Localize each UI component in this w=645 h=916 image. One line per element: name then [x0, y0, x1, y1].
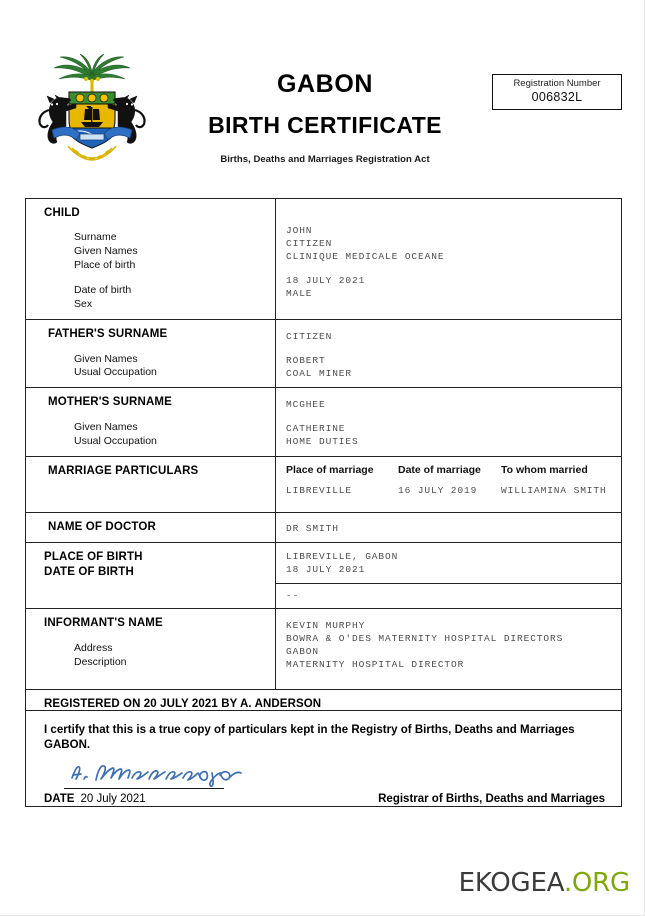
date-value: 20 July 2021 — [80, 793, 146, 805]
value-informant-description: MATERNITY HOSPITAL DIRECTOR — [286, 659, 465, 671]
label-child-sex: Sex — [74, 298, 93, 311]
father-section-heading: FATHER'S SURNAME — [48, 328, 168, 341]
value-child-given-names: CITIZEN — [286, 238, 333, 249]
value-father-surname: CITIZEN — [286, 331, 333, 343]
page-title-country: GABON — [276, 70, 374, 98]
value-marriage-to-whom: WILLIAMINA SMITH — [501, 485, 607, 497]
value-informant-name: KEVIN MURPHY — [286, 620, 366, 632]
label-child-place-of-birth: Place of birth — [74, 259, 136, 272]
informant-labels-cell — [26, 609, 276, 688]
place-date-birth-upper — [276, 543, 621, 584]
marriage-section-heading: MARRIAGE PARTICULARS — [48, 464, 199, 477]
place-of-birth-heading: PLACE OF BIRTH — [44, 551, 143, 564]
ekogea-logo — [459, 868, 630, 898]
value-child-surname: JOHN — [286, 225, 313, 236]
table-row-father — [26, 320, 621, 388]
signature-underline — [64, 788, 224, 789]
mother-labels-cell — [26, 388, 276, 455]
label-marriage-to-whom: To whom married — [501, 463, 588, 476]
certification-date — [44, 793, 146, 805]
mother-values-cell — [276, 388, 621, 455]
page-title: BIRTH CERTIFICATE — [208, 112, 442, 138]
child-labels-cell — [26, 199, 276, 319]
value-birth-extra: -- — [286, 590, 300, 602]
marriage-column-headers — [286, 464, 621, 478]
label-father-given-names: Given Names — [74, 352, 138, 365]
table-row-doctor — [26, 513, 621, 543]
doctor-section-heading: NAME OF DOCTOR — [48, 521, 156, 534]
registration-number-label: Registration Number — [513, 78, 601, 89]
table-row-child — [26, 199, 621, 320]
table-row-mother — [26, 388, 621, 456]
doctor-label-cell — [26, 513, 276, 542]
place-date-birth-values-cell — [276, 543, 621, 608]
table-row-place-date-of-birth — [26, 543, 621, 609]
value-doctor-name: DR SMITH — [286, 523, 339, 535]
value-informant-address-line2: GABON — [286, 646, 320, 658]
date-of-birth-heading: DATE OF BIRTH — [44, 565, 134, 578]
marriage-labels-cell — [26, 457, 276, 513]
table-row-marriage — [26, 457, 621, 514]
place-date-birth-labels-cell — [26, 543, 276, 608]
value-father-usual-occupation: COAL MINER — [286, 368, 353, 380]
value-mother-given-names: CATHERINE — [286, 423, 346, 435]
value-place-of-birth: LIBREVILLE, GABON — [286, 551, 399, 563]
child-section-heading: CHILD — [44, 207, 80, 219]
marriage-values-cell — [276, 457, 621, 513]
registered-statement: REGISTERED ON 20 JULY 2021 BY A. ANDERSON — [44, 697, 322, 710]
document-header — [0, 46, 645, 176]
label-informant-address: Address — [74, 641, 113, 654]
label-marriage-date: Date of marriage — [398, 463, 481, 476]
label-child-surname: Surname — [74, 231, 117, 244]
gabon-coat-of-arms-icon — [28, 54, 156, 166]
registration-act-subtitle: Births, Deaths and Marriages Registration Act — [220, 154, 430, 165]
registrar-title: Registrar of Births, Deaths and Marriages — [378, 793, 605, 805]
certification-statement: I certify that this is a true copy of particulars kept in the Registry of Births, Deaths and Marriages GABON. — [44, 724, 575, 752]
label-mother-usual-occupation: Usual Occupation — [74, 434, 157, 447]
value-mother-surname: MCGHEE — [286, 399, 326, 411]
table-row-informant — [26, 609, 621, 689]
value-informant-address-line1: BOWRA & O'DES MATERNITY HOSPITAL DIRECTORS — [286, 633, 564, 645]
label-child-given-names: Given Names — [74, 245, 138, 258]
certification-box — [25, 710, 622, 807]
father-labels-cell — [26, 320, 276, 387]
registration-number-box — [492, 74, 622, 110]
value-father-given-names: ROBERT — [286, 355, 326, 367]
label-informant-description: Description — [74, 655, 127, 668]
value-marriage-date: 16 JULY 2019 — [398, 485, 478, 497]
label-marriage-place: Place of marriage — [286, 463, 374, 476]
value-child-sex: MALE — [286, 288, 313, 299]
title-block — [170, 72, 480, 165]
father-values-cell — [276, 320, 621, 387]
value-child-place-of-birth: CLINIQUE MEDICALE OCEANE — [286, 251, 445, 262]
certificate-details-table — [25, 198, 622, 719]
logo-secondary-text: .ORG — [563, 868, 630, 898]
marriage-column-values — [286, 484, 621, 497]
logo-primary-text: EKOGEA — [458, 868, 564, 898]
doctor-value-cell — [276, 513, 621, 542]
informant-values-cell — [276, 609, 621, 688]
label-father-usual-occupation: Usual Occupation — [74, 366, 157, 379]
mother-section-heading: MOTHER'S SURNAME — [48, 396, 172, 409]
label-mother-given-names: Given Names — [74, 420, 138, 433]
label-child-date-of-birth: Date of birth — [74, 284, 132, 297]
date-label: DATE — [44, 793, 75, 805]
place-date-birth-lower — [276, 584, 621, 608]
value-mother-usual-occupation: HOME DUTIES — [286, 436, 359, 448]
informant-section-heading: INFORMANT'S NAME — [44, 617, 163, 630]
value-child-date-of-birth: 18 JULY 2021 — [286, 275, 366, 286]
value-marriage-place: LIBREVILLE — [286, 485, 353, 497]
registrar-signature — [64, 758, 264, 788]
child-values-cell — [276, 199, 621, 319]
value-date-of-birth: 18 JULY 2021 — [286, 564, 366, 576]
registration-number-value: 006832L — [531, 89, 583, 104]
